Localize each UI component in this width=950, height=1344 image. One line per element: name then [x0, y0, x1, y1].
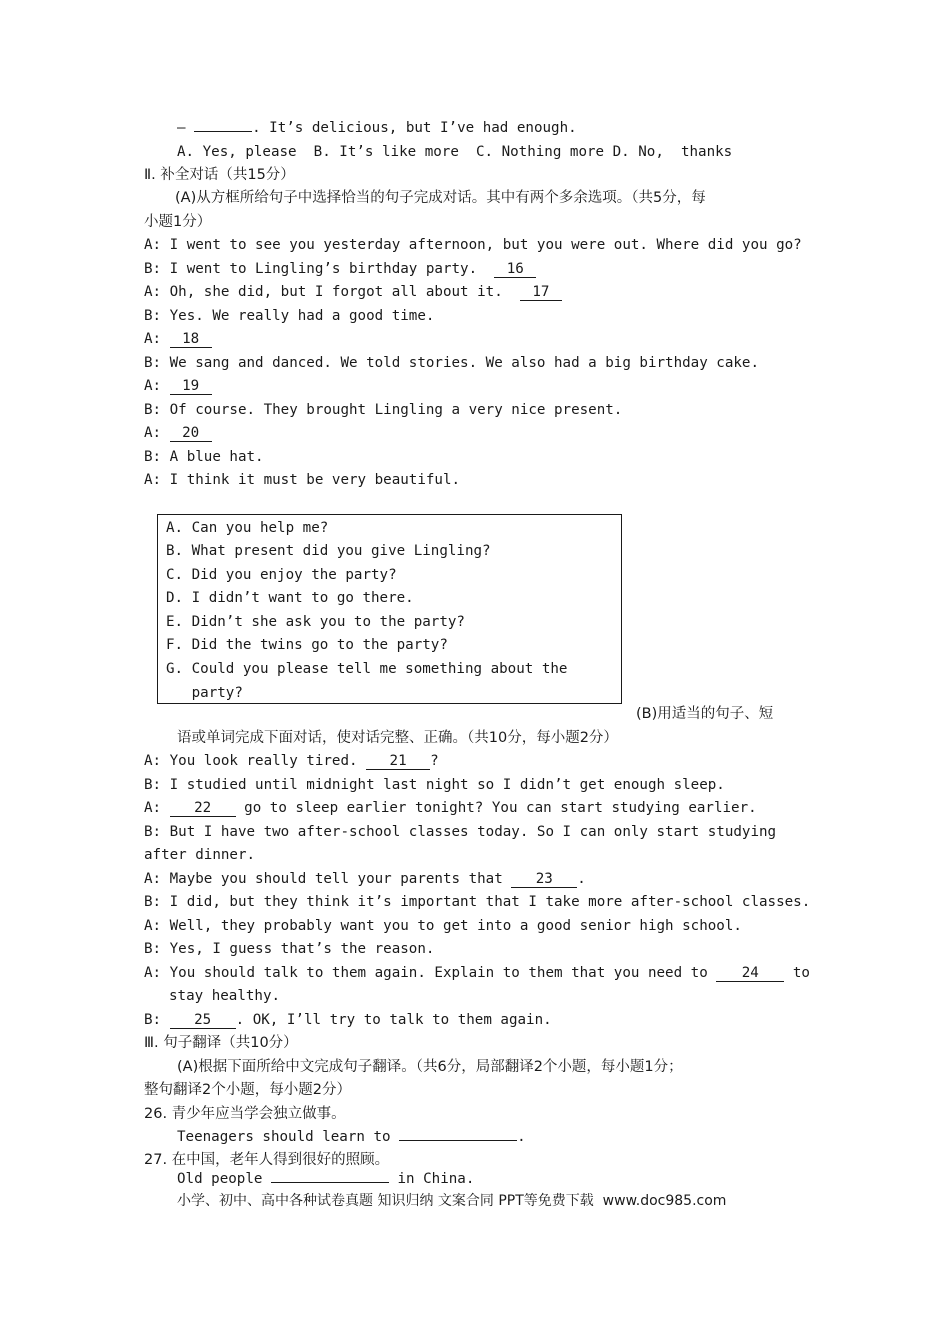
question-26-chinese: 26. 青少年应当学会独立做事。: [144, 1106, 346, 1122]
q15-options: A. Yes, please B. It’s like more C. Nothing more D. No, thanks: [177, 144, 733, 160]
question-27-english: Old people in China.: [177, 1171, 475, 1187]
dialogue-a-line: B: A blue hat.: [144, 449, 264, 465]
dialogue-b-line: A: You should talk to them again. Explain to them that you need to 24 to: [144, 965, 810, 981]
dialogue-b-line: B: I did, but they think it’s important that I take more after-school classes.: [144, 894, 811, 910]
section-3-instruction-line1: (A)根据下面所给中文完成句子翻译。（共6分，局部翻译2个小题，每小题1分；: [177, 1059, 683, 1075]
answer-blank-20: 20: [170, 425, 212, 442]
option-item: A. Can you help me?: [166, 520, 329, 536]
part-a-instruction-line1: (A)从方框所给句子中选择恰当的句子完成对话。其中有两个多余选项。（共5分，每: [175, 190, 706, 206]
dialogue-a-line: A: 19: [144, 376, 212, 396]
answer-blank-26: [399, 1140, 517, 1141]
option-item: E. Didn’t she ask you to the party?: [166, 614, 465, 630]
dialogue-a-line: A: I went to see you yesterday afternoon, but you were out. Where did you go?: [144, 237, 802, 253]
answer-blank-24: 24: [716, 965, 784, 982]
answer-blank-23: 23: [511, 871, 577, 888]
dialogue-b-line: after dinner.: [144, 847, 256, 863]
q15-stem: — . It’s delicious, but I’ve had enough.: [177, 120, 577, 136]
part-b-instruction-line2: 语或单词完成下面对话，使对话完整、正确。（共10分，每小题2分）: [177, 730, 618, 746]
section-3-instruction-line2: 整句翻译2个小题，每小题2分）: [144, 1082, 351, 1098]
answer-blank-19: 19: [170, 378, 212, 395]
option-item: C. Did you enjoy the party?: [166, 567, 397, 583]
dialogue-a-line: A: I think it must be very beautiful.: [144, 472, 461, 488]
dialogue-a-line: B: I went to Lingling’s birthday party. 16: [144, 259, 536, 279]
option-item: B. What present did you give Lingling?: [166, 543, 491, 559]
dialogue-a-line: B: Of course. They brought Lingling a very nice present.: [144, 402, 623, 418]
answer-blank-22: 22: [170, 800, 236, 817]
dialogue-b-line: A: Well, they probably want you to get into a good senior high school.: [144, 918, 742, 934]
option-item: D. I didn’t want to go there.: [166, 590, 414, 606]
part-b-instruction-line1: (B)用适当的句子、短: [636, 706, 774, 722]
option-item: F. Did the twins go to the party?: [166, 637, 448, 653]
question-27-chinese: 27. 在中国，老年人得到很好的照顾。: [144, 1152, 390, 1168]
dialogue-b-line: B: Yes, I guess that’s the reason.: [144, 941, 435, 957]
q15-blank: [194, 131, 252, 132]
answer-blank-18: 18: [170, 331, 212, 348]
dialogue-a-line: A: 18: [144, 329, 212, 349]
answer-blank-16: 16: [494, 261, 536, 278]
page-footer: 小学、初中、高中各种试卷真题 知识归纳 文案合同 PPT等免费下载 www.doc985.com: [177, 1193, 727, 1209]
dialogue-b-line: A: 22 go to sleep earlier tonight? You can start studying earlier.: [144, 800, 757, 816]
answer-blank-17: 17: [520, 284, 562, 301]
answer-blank-27: [271, 1182, 389, 1183]
dialogue-a-line: B: We sang and danced. We told stories. We also had a big birthday cake.: [144, 355, 760, 371]
dialogue-b-line: B: But I have two after-school classes today. So I can only start studying: [144, 824, 777, 840]
dialogue-b-line: A: You look really tired. 21 ?: [144, 753, 439, 769]
dialogue-b-line: B: 25 . OK, I’ll try to talk to them again.: [144, 1012, 552, 1028]
dialogue-a-line: B: Yes. We really had a good time.: [144, 308, 435, 324]
dialogue-b-line: A: Maybe you should tell your parents that 23 .: [144, 871, 586, 887]
part-a-instruction-line2: 小题1分）: [144, 214, 212, 230]
dialogue-a-line: A: Oh, she did, but I forgot all about it. 17: [144, 282, 562, 302]
dialogue-b-line: B: I studied until midnight last night so I didn’t get enough sleep.: [144, 777, 725, 793]
section-3-title: Ⅲ. 句子翻译（共10分）: [144, 1035, 298, 1051]
dialogue-b-line: stay healthy.: [169, 988, 281, 1004]
option-item: G. Could you please tell me something about the: [166, 661, 568, 677]
dialogue-a-line: A: 20: [144, 423, 212, 443]
question-26-english: Teenagers should learn to .: [177, 1129, 526, 1145]
option-item: party?: [166, 685, 243, 701]
answer-blank-21: 21: [366, 753, 430, 770]
section-2-title: Ⅱ. 补全对话（共15分）: [144, 167, 295, 183]
answer-blank-25: 25: [170, 1012, 236, 1029]
